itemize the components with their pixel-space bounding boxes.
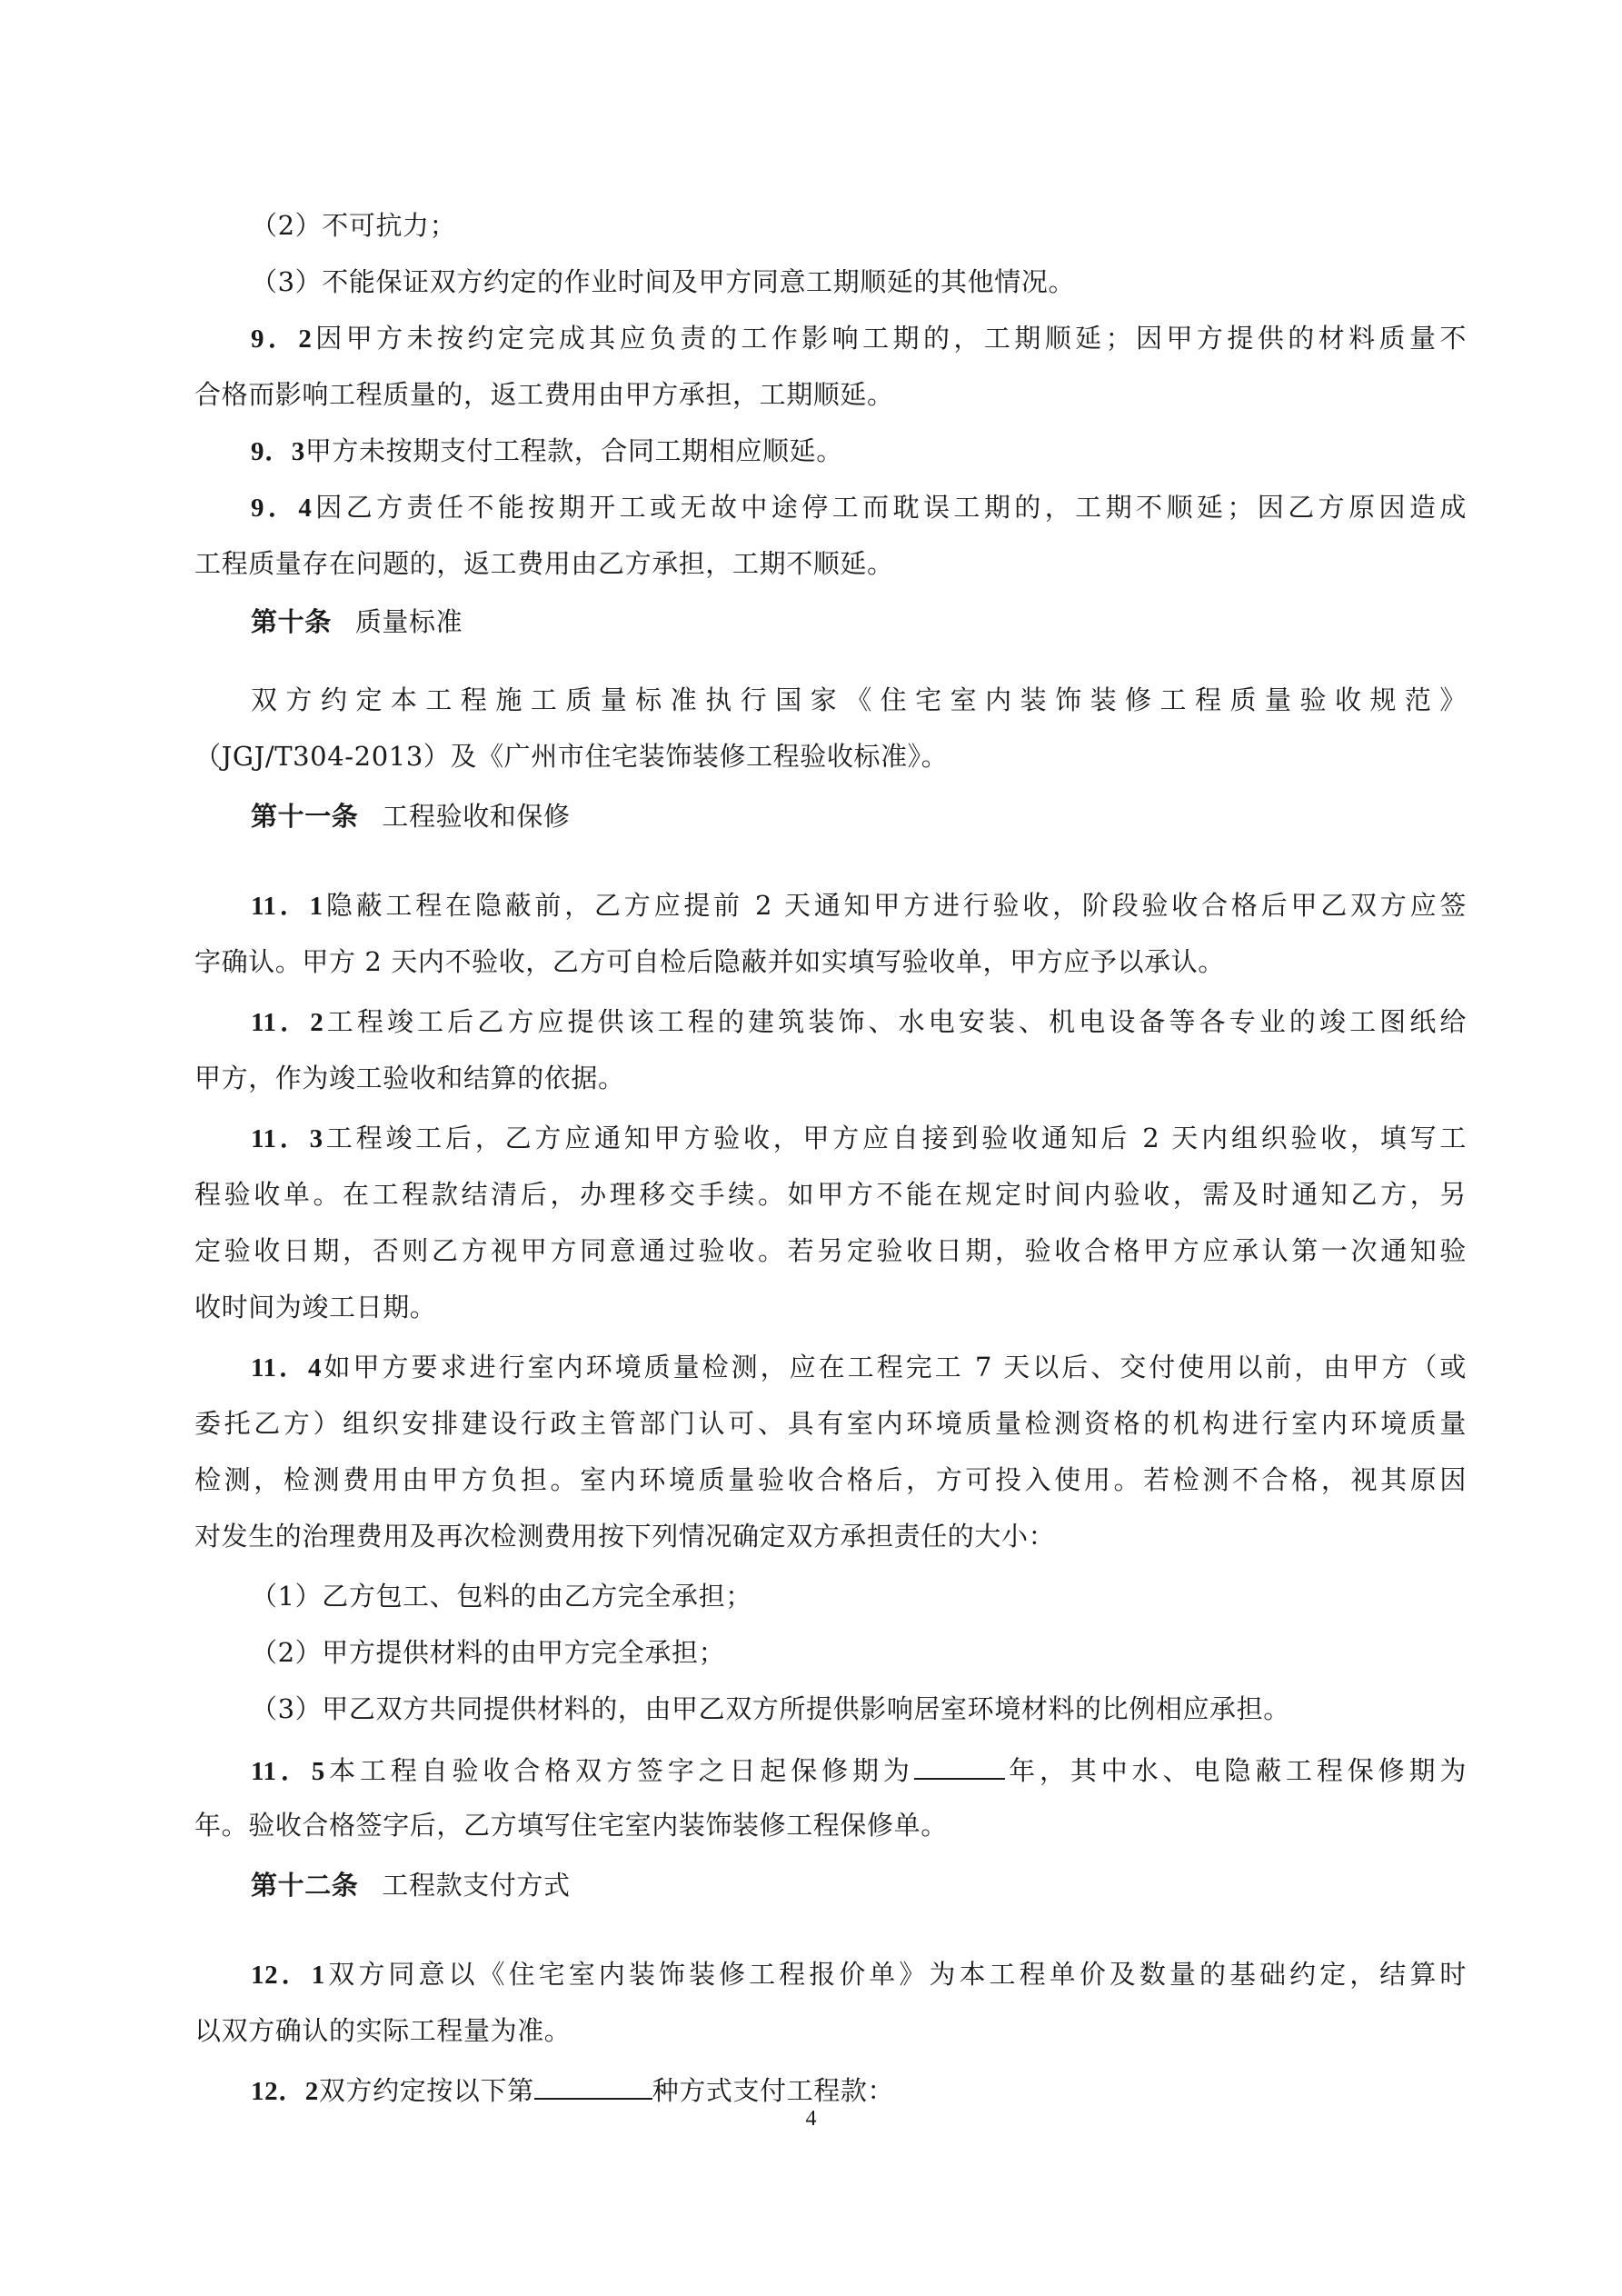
clause-11-4-cont-2 [194, 1462, 1467, 1498]
clause-11-4-cont-1 [194, 1405, 1467, 1442]
list-item-owner-materials [251, 1634, 1467, 1671]
clause-9-4-cont [194, 545, 1467, 582]
clause-number: 11．4 [251, 1353, 323, 1383]
text: 程验收单。在工程款结清后，办理移交手续。如甲方不能在规定时间内验收，需及时通知乙方，另 [194, 1179, 1467, 1210]
text: 双方同意以《住宅室内装饰装修工程报价单》为本工程单价及数量的基础约定，结算时 [324, 1959, 1467, 1990]
clause-number: 9．4 [251, 494, 313, 523]
warranty-years-blank[interactable] [914, 1751, 1005, 1780]
clause-9-4 [251, 489, 1467, 526]
list-item-contractor-full [251, 1578, 1467, 1614]
clause-number: 11．2 [251, 1008, 324, 1037]
article-10-heading [251, 604, 1467, 640]
article-number: 第十二条 [251, 1870, 359, 1901]
article-10-body [251, 682, 1467, 718]
article-title: 工程验收和保修 [382, 801, 571, 832]
clause-11-5-cont [194, 1807, 1467, 1843]
clause-11-3-cont-2 [194, 1233, 1467, 1269]
clause-11-4 [251, 1349, 1467, 1386]
text: 双方约定本工程施工质量标准执行国家《住宅室内装饰装修工程质量验收规范》 [251, 684, 1467, 715]
text: 年，其中水、电隐蔽工程保修期为 [1004, 1755, 1467, 1786]
payment-method-blank[interactable] [534, 2071, 652, 2100]
text: 甲方，作为竣工验收和结算的依据。 [194, 1063, 625, 1093]
text: 检测，检测费用由甲方负担。室内环境质量验收合格后，方可投入使用。若检测不合格，视其原因 [194, 1464, 1467, 1495]
text: （2）甲方提供材料的由甲方完全承担； [251, 1637, 726, 1668]
text: 定验收日期，否则乙方视甲方同意通过验收。若另定验收日期，验收合格甲方应承认第一次通知验 [194, 1235, 1467, 1266]
text: （3）不能保证双方约定的作业时间及甲方同意工期顺延的其他情况。 [251, 266, 1076, 297]
text: 双方约定按以下第 [318, 2075, 534, 2106]
text: 种方式支付工程款： [652, 2075, 895, 2106]
article-10-body-cont [194, 738, 1467, 774]
clause-number: 12．1 [251, 1961, 325, 1990]
clause-12-1 [251, 1956, 1467, 1993]
clause-11-2-cont [194, 1060, 1467, 1096]
text: 年。验收合格签字后，乙方填写住宅室内装饰装修工程保修单。 [194, 1810, 948, 1841]
text: 工程竣工后，乙方应通知甲方验收，甲方应自接到验收通知后 2 天内组织验收，填写工 [323, 1123, 1467, 1153]
page-number: 4 [805, 2107, 817, 2131]
article-title: 工程款支付方式 [382, 1870, 571, 1901]
text: 隐蔽工程在隐蔽前，乙方应提前 2 天通知甲方进行验收，阶段验收合格后甲乙双方应签 [323, 890, 1467, 921]
text: （3）甲乙双方共同提供材料的，由甲乙双方所提供影响居室环境材料的比例相应承担。 [251, 1693, 1290, 1724]
text: 因甲方未按约定完成其应负责的工作影响工期的，工期顺延；因甲方提供的材料质量不 [312, 323, 1467, 354]
text: 因乙方责任不能按期开工或无故中途停工而耽误工期的，工期不顺延；因乙方原因造成 [312, 492, 1467, 523]
text: 对发生的治理费用及再次检测费用按下列情况确定双方承担责任的大小： [194, 1521, 1056, 1552]
text: 委托乙方）组织安排建设行政主管部门认可、具有室内环境质量检测资格的机构进行室内环境质量 [194, 1408, 1467, 1439]
list-item-other-delay [251, 264, 1467, 300]
clause-number: 11．5 [251, 1757, 325, 1786]
text: 收时间为竣工日期。 [194, 1292, 437, 1323]
text: 工程竣工后乙方应提供该工程的建筑装饰、水电安装、机电设备等各专业的竣工图纸给 [323, 1006, 1467, 1037]
clause-9-2-cont [194, 376, 1467, 413]
article-title: 质量标准 [354, 606, 463, 637]
article-number: 第十条 [251, 606, 332, 637]
clause-12-2 [251, 2071, 1467, 2110]
clause-11-2 [251, 1003, 1467, 1041]
clause-11-5 [251, 1751, 1467, 1790]
text: 如甲方要求进行室内环境质量检测，应在工程完工 7 天以后、交付使用以前，由甲方（或 [322, 1352, 1467, 1383]
clause-11-4-cont-3 [194, 1518, 1467, 1554]
clause-12-1-cont [194, 2012, 1467, 2049]
text: 合格而影响工程质量的，返工费用由甲方承担，工期顺延。 [194, 379, 894, 410]
text: 以双方确认的实际工程量为准。 [194, 2015, 572, 2046]
text: 甲方未按期支付工程款，合同工期相应顺延。 [304, 435, 843, 466]
text: （2）不可抗力； [251, 210, 457, 241]
clause-11-1-cont [194, 943, 1467, 980]
text: （1）乙方包工、包料的由乙方完全承担； [251, 1581, 752, 1612]
clause-11-3-cont-3 [194, 1289, 1467, 1325]
text: （JGJ/T304-2013）及《广州市住宅装饰装修工程验收标准》。 [194, 741, 949, 772]
clause-number: 11．1 [251, 892, 323, 921]
clause-number: 12．2 [251, 2077, 319, 2106]
article-12-heading [251, 1867, 1467, 1903]
clause-11-3 [251, 1120, 1467, 1157]
clause-11-1 [251, 887, 1467, 924]
list-item-force-majeure [251, 207, 1467, 244]
text: 工程质量存在问题的，返工费用由乙方承担，工期不顺延。 [194, 548, 894, 579]
list-item-shared-materials [251, 1691, 1467, 1727]
clause-number: 9．3 [251, 437, 305, 466]
text: 本工程自验收合格双方签字之日起保修期为 [324, 1755, 914, 1786]
clause-9-3 [251, 433, 1467, 470]
article-number: 第十一条 [251, 801, 359, 832]
article-11-heading [251, 798, 1467, 834]
clause-11-3-cont-1 [194, 1176, 1467, 1213]
clause-9-2 [251, 320, 1467, 357]
clause-number: 11．3 [251, 1124, 323, 1153]
clause-number: 9．2 [251, 324, 313, 354]
text: 字确认。甲方 2 天内不验收，乙方可自检后隐蔽并如实填写验收单，甲方应予以承认。 [194, 946, 1225, 977]
